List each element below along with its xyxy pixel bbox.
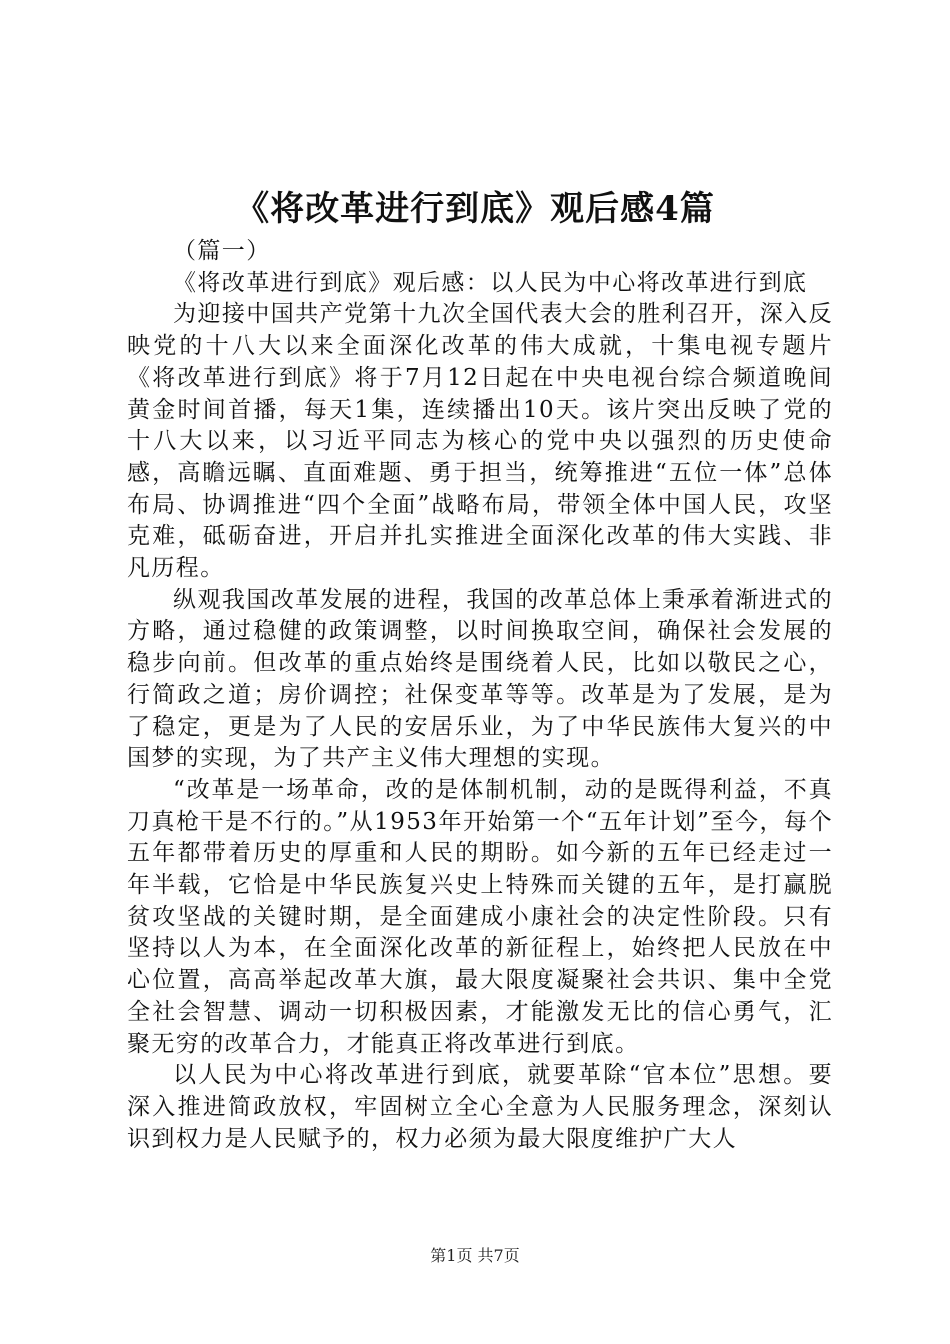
paragraph-subtitle: 《将改革进行到底》观后感：以人民为中心将改革进行到底 <box>173 269 808 296</box>
paragraph: 以人民为中心将改革进行到底，就要革除“官本位”思想。要深入推进简政放权，牢固树立全心全意为人民服务理念，深刻认识到权力是人民赋予的，权力必须为最大限度维护广大人 <box>127 1062 833 1152</box>
section-label: （篇一） <box>173 238 271 264</box>
document-title: 《将改革进行到底》观后感4篇 <box>235 189 715 229</box>
paragraph: 纵观我国改革发展的进程，我国的改革总体上秉承着渐进式的方略，通过稳健的政策调整，以时间换取空间，确保社会发展的稳步向前。但改革的重点始终是围绕着人民，比如以敬民之心，行简政之道；房价调控；社保变革等等。改革是为了发展，是为了稳定，更是为了人民的安居乐业，为了中华民族伟大复兴的中国梦的实现，为了共产主义伟大理想的实现。 <box>127 586 833 772</box>
page-footer: 第1页 共7页 <box>430 1246 520 1265</box>
document-body <box>127 236 833 1155</box>
paragraph: “改革是一场革命，改的是体制机制，动的是既得利益，不真刀真枪干是不行的。”从1953年开始第一个“五年计划”至今，每个五年都带着历史的厚重和人民的期盼。如今新的五年已经走过一年半载，它恰是中华民族复兴史上特殊而关键的五年，是打赢脱贫攻坚战的关键时期，是全面建成小康社会的决定性阶段。只有坚持以人为本，在全面深化改革的新征程上，始终把人民放在中心位置，高高举起改革大旗，最大限度凝聚社会共识、集中全党全社会智慧、调动一切积极因素，才能激发无比的信心勇气，汇聚无穷的改革合力，才能真正将改革进行到底。 <box>127 776 833 1057</box>
paragraph: 为迎接中国共产党第十九次全国代表大会的胜利召开，深入反映党的十八大以来全面深化改革的伟大成就，十集电视专题片《将改革进行到底》将于7月12日起在中央电视台综合频道晚间黄金时间首播，每天1集，连续播出10天。该片突出反映了党的十八大以来，以习近平同志为核心的党中央以强烈的历史使命感，高瞻远瞩、直面难题、勇于担当，统筹推进“五位一体”总体布局、协调推进“四个全面”战略布局，带领全体中国人民，攻坚克难，砥砺奋进，开启并扎实推进全面深化改革的伟大实践、非凡历程。 <box>127 301 833 582</box>
